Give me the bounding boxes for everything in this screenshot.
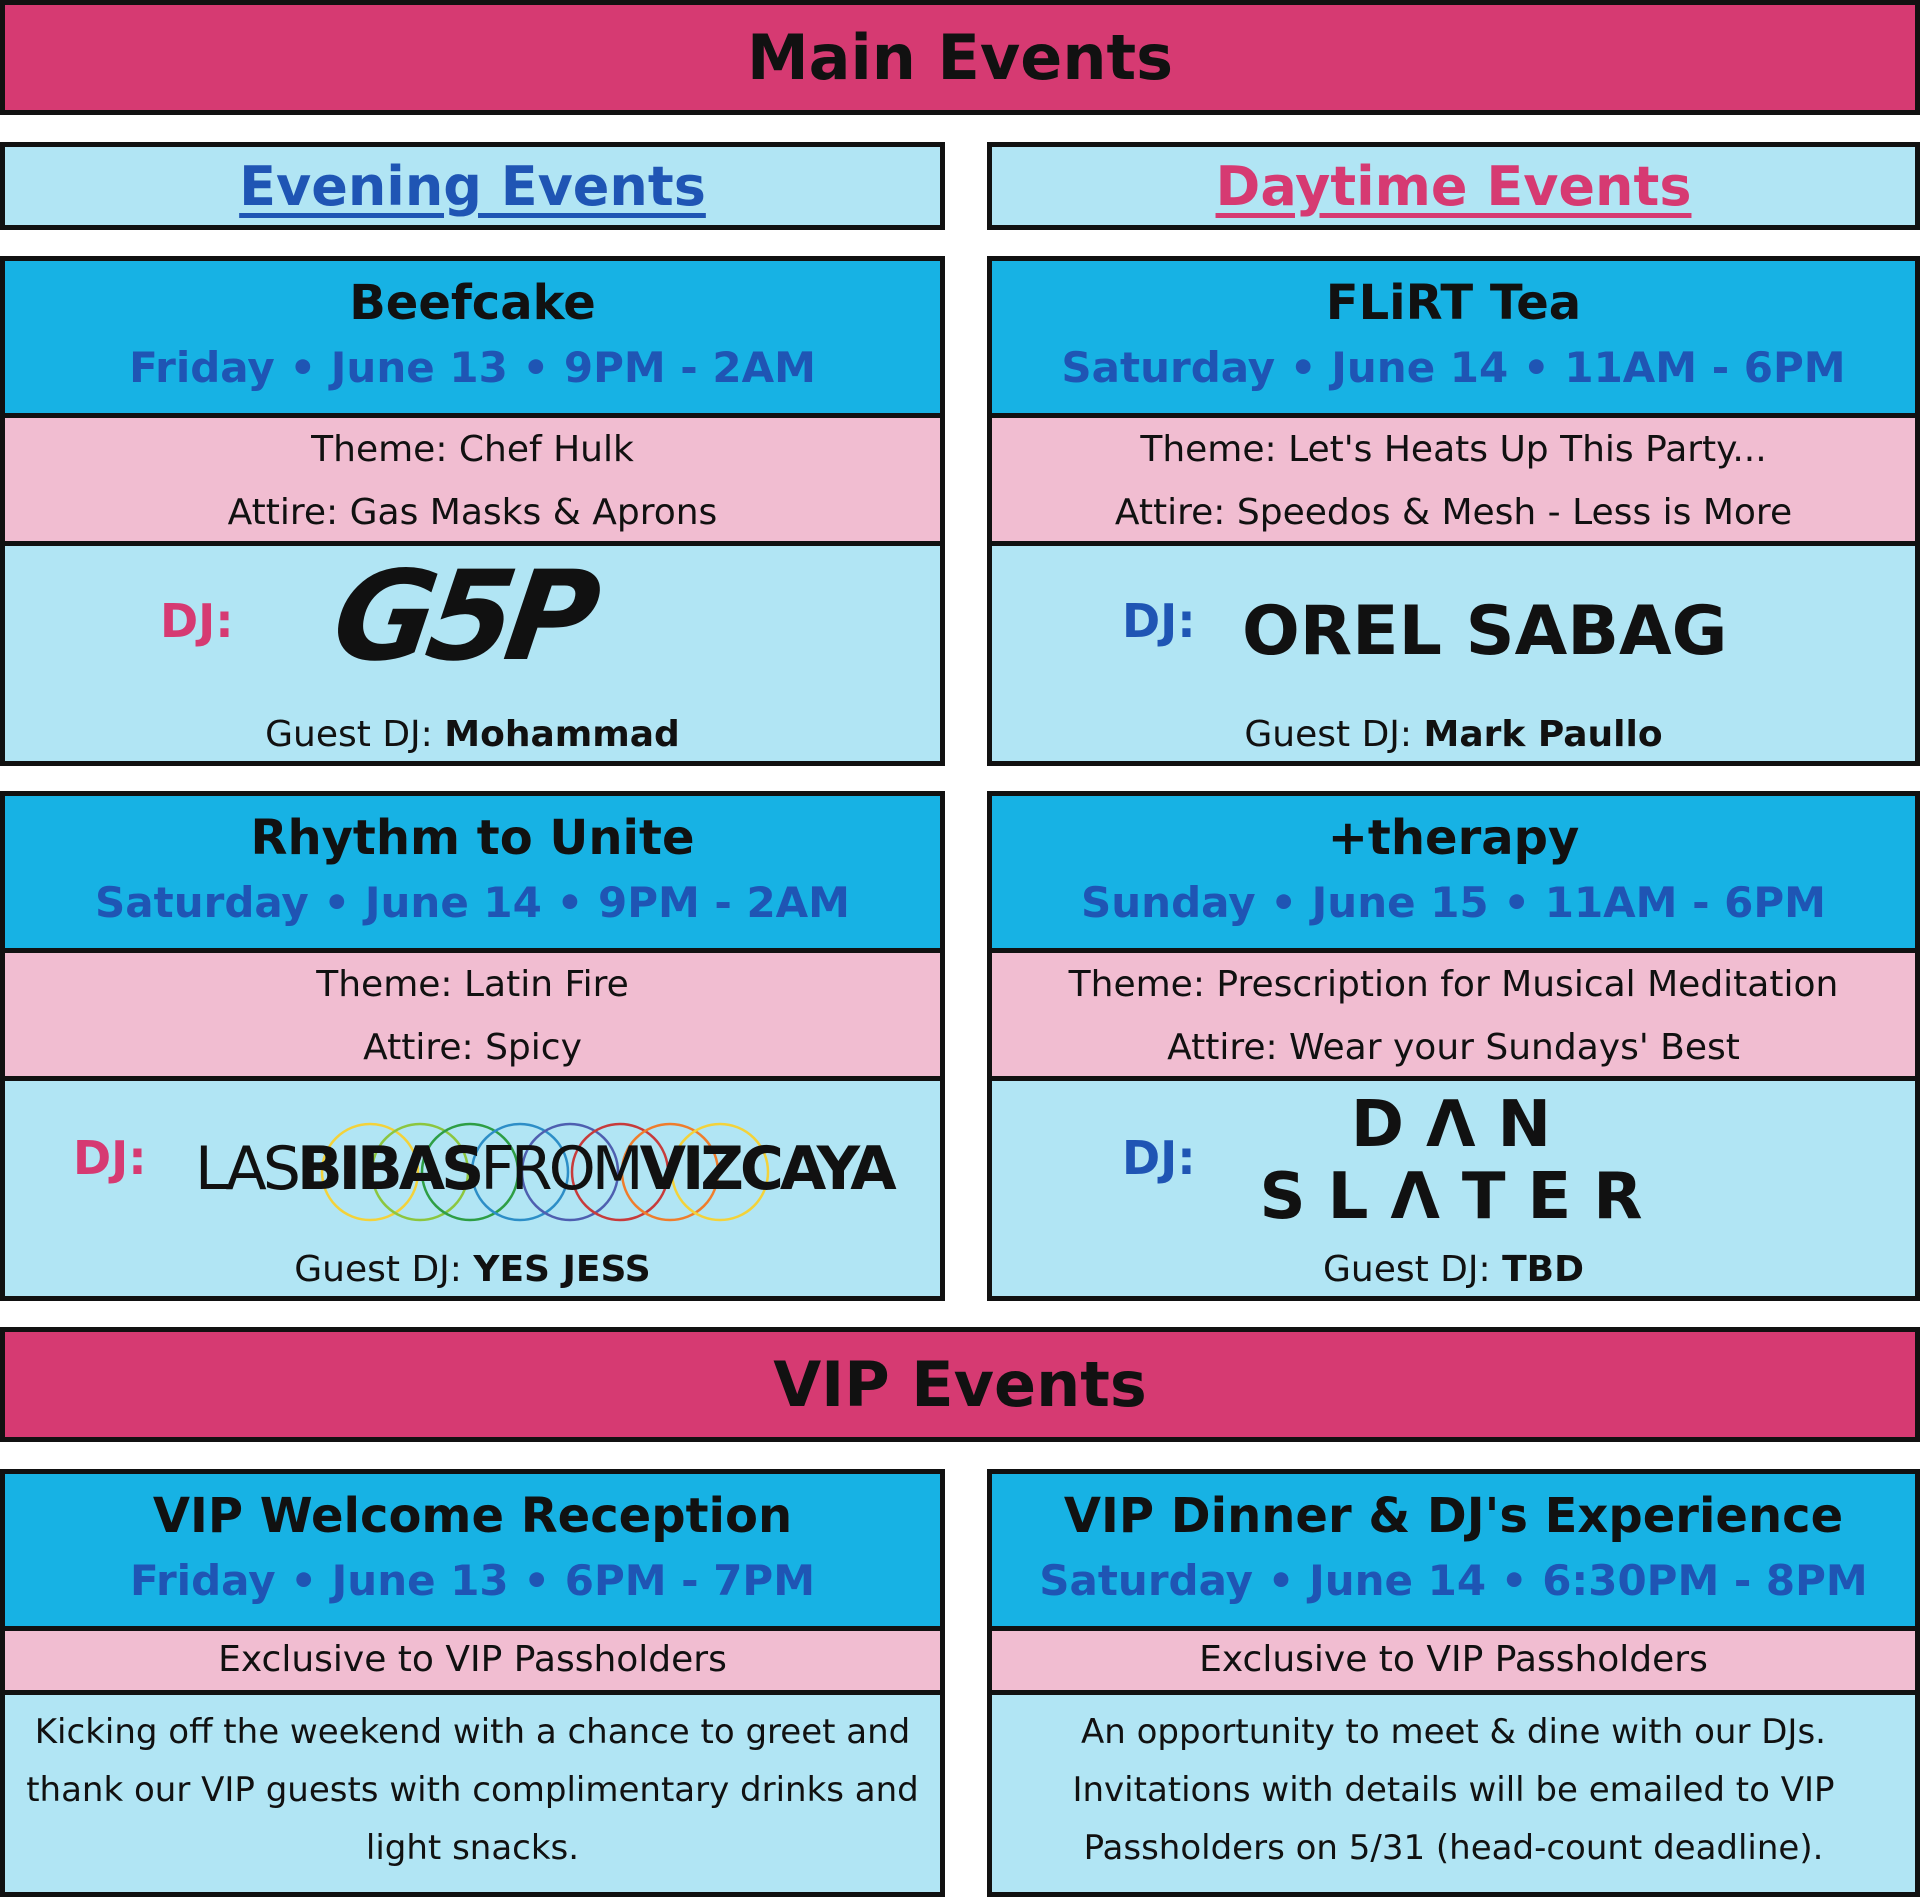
event-theme-band (992, 953, 1915, 1081)
guest-dj-name: TBD (1502, 1249, 1584, 1290)
dj-label: DJ: (1122, 1131, 1196, 1185)
logo-line-dan: DΛN (1350, 1088, 1574, 1162)
event-note: Exclusive to VIP Passholders (218, 1639, 727, 1680)
main-events-banner (0, 0, 1920, 115)
event-header (992, 261, 1915, 418)
logo-part-las: LAS (195, 1134, 297, 1204)
dj-logo-orel-sabag: OREL SABAG (1242, 592, 1728, 671)
logo-part-from: FROM (480, 1134, 640, 1204)
guest-dj-prefix: Guest DJ: (265, 714, 433, 755)
main-events-title: Main Events (746, 21, 1173, 94)
guest-dj (992, 1249, 1915, 1290)
event-card-beefcake (0, 256, 945, 766)
event-dj-section (992, 546, 1915, 761)
event-name: +therapy (1327, 810, 1580, 866)
logo-line-slater: SLΛTER (1259, 1160, 1665, 1234)
logo-part-bibas: BIBAS (296, 1134, 481, 1204)
event-theme: Theme: Prescription for Musical Meditation (1068, 964, 1839, 1005)
event-card-vip-dinner (987, 1469, 1920, 1897)
event-note-band (5, 1631, 940, 1695)
event-datetime: Friday • June 13 • 9PM - 2AM (129, 343, 816, 392)
event-name: FLiRT Tea (1325, 275, 1582, 331)
guest-dj-prefix: Guest DJ: (1244, 714, 1413, 755)
event-name: Rhythm to Unite (250, 810, 695, 866)
event-header (5, 261, 940, 418)
event-name: Beefcake (349, 275, 596, 331)
event-datetime: Saturday • June 14 • 9PM - 2AM (95, 878, 850, 927)
event-card-flirt-tea (987, 256, 1920, 766)
event-header (5, 1474, 940, 1631)
event-header (992, 1474, 1915, 1631)
vip-events-title: VIP Events (773, 1348, 1147, 1421)
daytime-events-title[interactable]: Daytime Events (1215, 154, 1692, 218)
event-header (992, 796, 1915, 953)
guest-dj-name: Mark Paullo (1423, 714, 1663, 755)
guest-dj (992, 714, 1915, 755)
event-note: Exclusive to VIP Passholders (1199, 1639, 1708, 1680)
guest-dj-prefix: Guest DJ: (294, 1249, 462, 1290)
event-theme: Theme: Chef Hulk (311, 429, 634, 470)
event-card-rhythm-to-unite (0, 791, 945, 1301)
event-dj-section (5, 546, 940, 761)
guest-dj (5, 714, 940, 755)
event-datetime: Sunday • June 15 • 11AM - 6PM (1081, 878, 1826, 927)
event-dj-section (5, 1081, 940, 1296)
guest-dj-prefix: Guest DJ: (1323, 1249, 1491, 1290)
event-attire: Attire: Speedos & Mesh - Less is More (1114, 492, 1793, 533)
dj-label: DJ: (73, 1131, 147, 1185)
guest-dj-name: YES JESS (473, 1249, 651, 1290)
event-card-therapy (987, 791, 1920, 1301)
evening-events-header[interactable] (0, 142, 945, 230)
event-name: VIP Dinner & DJ's Experience (1063, 1488, 1844, 1544)
event-dj-section (992, 1081, 1915, 1296)
vip-events-banner (0, 1327, 1920, 1442)
dj-logo-dan-slater (1252, 1089, 1672, 1233)
dj-logo-las-bibas (195, 1129, 893, 1209)
dj-label: DJ: (160, 594, 234, 648)
event-attire: Attire: Gas Masks & Aprons (227, 492, 718, 533)
event-datetime: Saturday • June 14 • 11AM - 6PM (1061, 343, 1846, 392)
logo-part-vizcaya: VIZCAYA (639, 1134, 893, 1204)
event-header (5, 796, 940, 953)
event-theme-band (5, 418, 940, 546)
event-card-vip-welcome (0, 1469, 945, 1897)
event-description: An opportunity to meet & dine with our DJs. Invitations with details will be emailed to VIP Passholders on 5/31 (head-count deadline). (1072, 1712, 1835, 1868)
event-datetime: Friday • June 13 • 6PM - 7PM (129, 1556, 816, 1605)
event-datetime: Saturday • June 14 • 6:30PM - 8PM (1039, 1556, 1868, 1605)
event-name: VIP Welcome Reception (152, 1488, 793, 1544)
guest-dj-name: Mohammad (444, 714, 680, 755)
event-description: Kicking off the weekend with a chance to greet and thank our VIP guests with complimentary drinks and light snacks. (26, 1712, 919, 1868)
event-note-band (992, 1631, 1915, 1695)
event-theme-band (5, 953, 940, 1081)
dj-logo-gsp: G5P (324, 545, 601, 689)
event-theme: Theme: Latin Fire (316, 964, 629, 1005)
evening-events-title[interactable]: Evening Events (239, 154, 706, 218)
event-theme-band (992, 418, 1915, 546)
event-attire: Attire: Wear your Sundays' Best (1167, 1027, 1740, 1068)
event-theme: Theme: Let's Heats Up This Party... (1140, 429, 1767, 470)
event-attire: Attire: Spicy (363, 1027, 582, 1068)
guest-dj (5, 1249, 940, 1290)
dj-label: DJ: (1122, 594, 1196, 648)
daytime-events-header[interactable] (987, 142, 1920, 230)
